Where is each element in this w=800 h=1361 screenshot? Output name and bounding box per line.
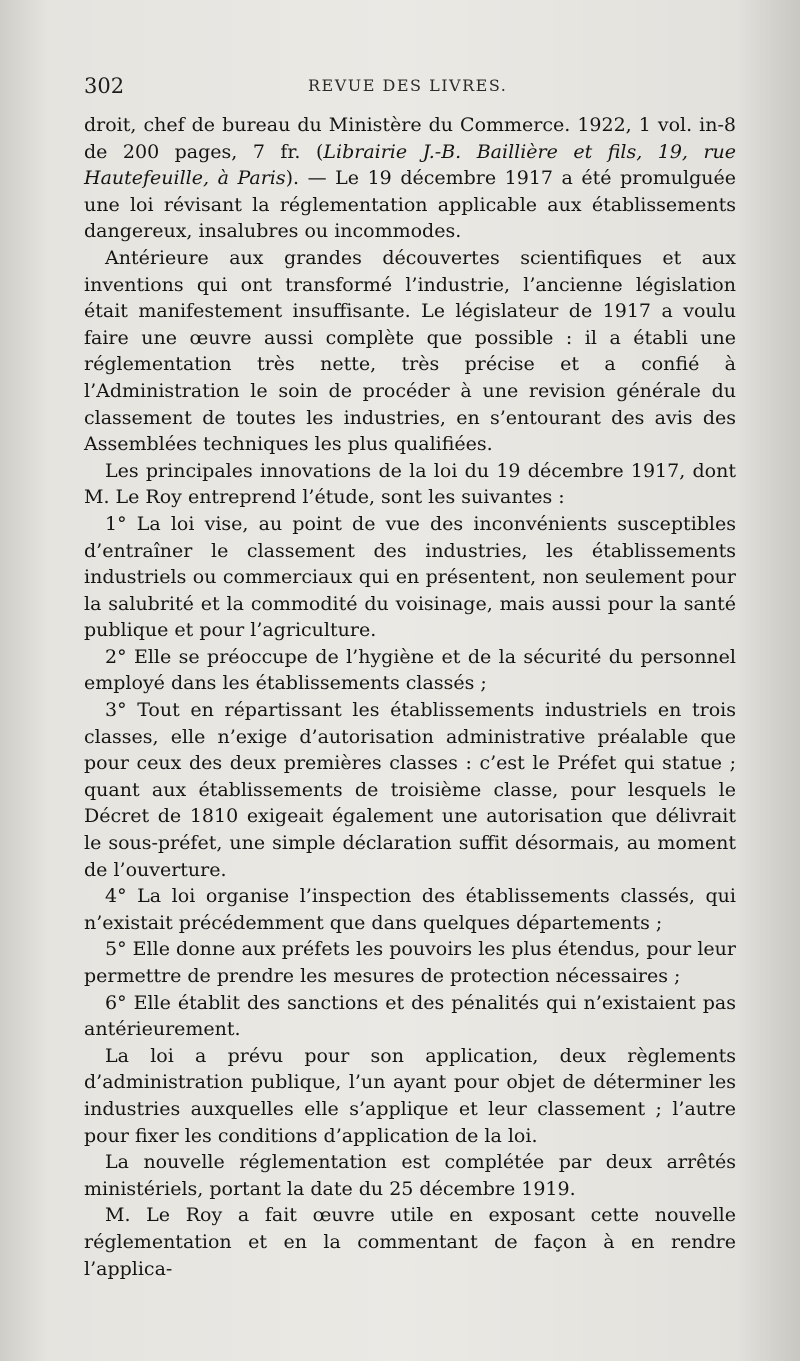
paragraph-11: La nouvelle réglementation est complétée par deux arrêtés ministériels, portant la date du 25 décembre 1919. — [84, 1151, 736, 1200]
journal-title: REVUE DES LIVRES. — [308, 76, 508, 95]
publisher-reference: Librairie J.-B. Baillière et fils, 19, rue Hautefeuille, à Paris — [84, 140, 737, 190]
paragraph-4: 1° La loi vise, au point de vue des inconvénients susceptibles d’entraîner le classement des industries, les établissements industriels ou commerciaux qui en présentent, non seulement pour la salubrité et la commodité du voisinage, mais aussi pour la santé publique et pour l’agriculture. — [84, 512, 736, 642]
paragraph-8: 5° Elle donne aux préfets les pouvoirs les plus étendus, pour leur permettre de prendre les mesures de protection nécessaires ; — [84, 938, 736, 987]
paragraph-1 — [84, 112, 736, 245]
paragraph-12: M. Le Roy a fait œuvre utile en exposant cette nouvelle réglementation et en la commentant de façon à en rendre l’applica- — [84, 1204, 736, 1280]
paragraph-3: Les principales innovations de la loi du 19 décembre 1917, dont M. Le Roy entreprend l’étude, sont les suivantes : — [84, 459, 736, 509]
paragraph-5: 2° Elle se préoccupe de l’hygiène et de la sécurité du personnel employé dans les établissements classés ; — [84, 645, 736, 695]
paragraph-1-lead: droit, chef de bureau du Ministère du Commerce. 1922, 1 vol. in-8 de 200 pages, 7 fr. ( — [84, 114, 736, 163]
page-number: 302 — [84, 74, 125, 98]
paragraph-9: 6° Elle établit des sanctions et des pénalités qui n’existaient pas antérieurement. — [84, 991, 736, 1041]
paragraph-1-tail: ). — Le 19 décembre 1917 a été promulguée une loi révisant la réglementation applicable aux établissements dangereux, insalubres ou incommodes. — [84, 167, 737, 243]
paragraph-10: La loi a prévu pour son application, deux règlements d’administration publique, l’un ayant pour objet de déterminer les industries auxquelles elle s’applique et leur classement ; l’autre pour fixer les conditions d’application de la loi. — [84, 1044, 736, 1147]
paragraph-7: 4° La loi organise l’inspection des établissements classés, qui n’existait précédemment que dans quelques départements ; — [84, 885, 736, 934]
paragraph-6: 3° Tout en répartissant les établissements industriels en trois classes, elle n’exige d’autorisation administrative préalable que pour ceux des deux premières classes : c’est le Préfet qui statue ; quant aux établissements de troisième classe, pour lesquels le Décret de 1810 exigeait également une autorisation que délivrait le sous-préfet, une simple déclaration suffit désormais, au moment de l’ouverture. — [84, 699, 736, 881]
review-text — [84, 112, 736, 1282]
running-head — [84, 74, 734, 104]
paragraph-2: Antérieure aux grandes découvertes scientifiques et aux inventions qui ont transformé l’industrie, l’ancienne législation était manifestement insuffisante. Le législateur de 1917 a voulu faire une œuvre aussi complète que possible : il a établi une réglementation très nette, très précise et a confié à l’Administration le soin de procéder à une revision générale du classement de toutes les industries, en s’entourant des avis des Assemblées techniques les plus qualifiées. — [84, 246, 736, 456]
